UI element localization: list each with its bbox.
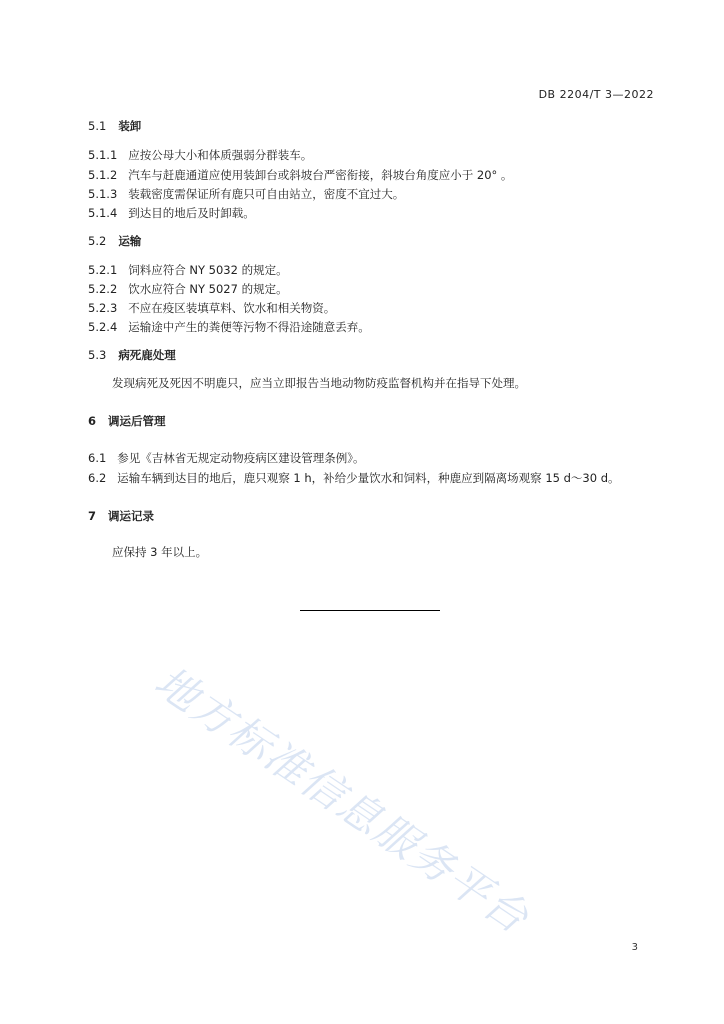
clause-text: 不应在疫区装填草料、饮水和相关物资。 (128, 301, 336, 315)
heading-number: 6 (88, 414, 97, 428)
heading-title: 调运记录 (108, 509, 155, 523)
clause-5-2-2 (88, 281, 288, 297)
paragraph-7: 应保持 3 年以上。 (112, 545, 208, 559)
clause-number: 5.1.4 (88, 206, 118, 220)
heading-number: 7 (88, 509, 97, 523)
heading-number: 5.3 (88, 348, 107, 362)
clause-text: 饲料应符合 NY 5032 的规定。 (128, 263, 288, 277)
clause-text: 装载密度需保证所有鹿只可自由站立，密度不宜过大。 (128, 187, 405, 201)
clause-number: 6.1 (88, 451, 107, 465)
heading-title: 病死鹿处理 (118, 348, 176, 362)
heading-5-2 (88, 233, 141, 249)
heading-title: 运输 (118, 234, 142, 248)
clause-number: 5.1.2 (88, 168, 118, 182)
clause-number: 5.2.3 (88, 301, 118, 315)
clause-5-1-3 (88, 186, 404, 202)
clause-text: 饮水应符合 NY 5027 的规定。 (128, 282, 288, 296)
clause-text: 汽车与赶鹿通道应使用装卸台或斜坡台严密衔接，斜坡台角度应小于 20° 。 (128, 168, 513, 182)
paragraph-5-3: 发现病死及死因不明鹿只，应当立即报告当地动物防疫监督机构并在指导下处理。 (112, 376, 526, 390)
clause-5-1-2 (88, 167, 512, 183)
heading-5-1 (88, 118, 141, 134)
heading-6 (88, 413, 166, 429)
clause-6-1 (88, 450, 365, 466)
document-code: DB 2204/T 3—2022 (538, 88, 654, 101)
clause-text: 运输车辆到达目的地后，鹿只观察 1 h，补给少量饮水和饲料，种鹿应到隔离场观察 15 d～30 d。 (117, 471, 620, 485)
clause-5-2-3 (88, 300, 335, 316)
heading-title: 调运后管理 (108, 414, 166, 428)
heading-title: 装卸 (118, 119, 142, 133)
clause-number: 6.2 (88, 471, 107, 485)
clause-5-2-1 (88, 262, 288, 278)
clause-text: 应按公母大小和体质强弱分群装车。 (128, 148, 313, 162)
clause-text: 参见《吉林省无规定动物疫病区建设管理条例》。 (117, 451, 365, 465)
heading-7 (88, 508, 154, 524)
clause-5-1-4 (88, 205, 255, 221)
clause-number: 5.2.4 (88, 320, 118, 334)
end-divider (300, 610, 440, 611)
clause-number: 5.2.2 (88, 282, 118, 296)
watermark: 地方标准信息服务平台 (146, 656, 539, 944)
clause-number: 5.1.3 (88, 187, 118, 201)
clause-text: 到达目的地后及时卸载。 (128, 206, 255, 220)
heading-number: 5.1 (88, 119, 107, 133)
clause-number: 5.1.1 (88, 148, 118, 162)
page-number: 3 (631, 942, 638, 953)
clause-text: 运输途中产生的粪便等污物不得沿途随意丢弃。 (128, 320, 370, 334)
heading-5-3 (88, 347, 176, 363)
heading-number: 5.2 (88, 234, 107, 248)
clause-5-2-4 (88, 319, 370, 335)
clause-6-2 (88, 470, 620, 486)
clause-number: 5.2.1 (88, 263, 118, 277)
clause-5-1-1 (88, 147, 312, 163)
